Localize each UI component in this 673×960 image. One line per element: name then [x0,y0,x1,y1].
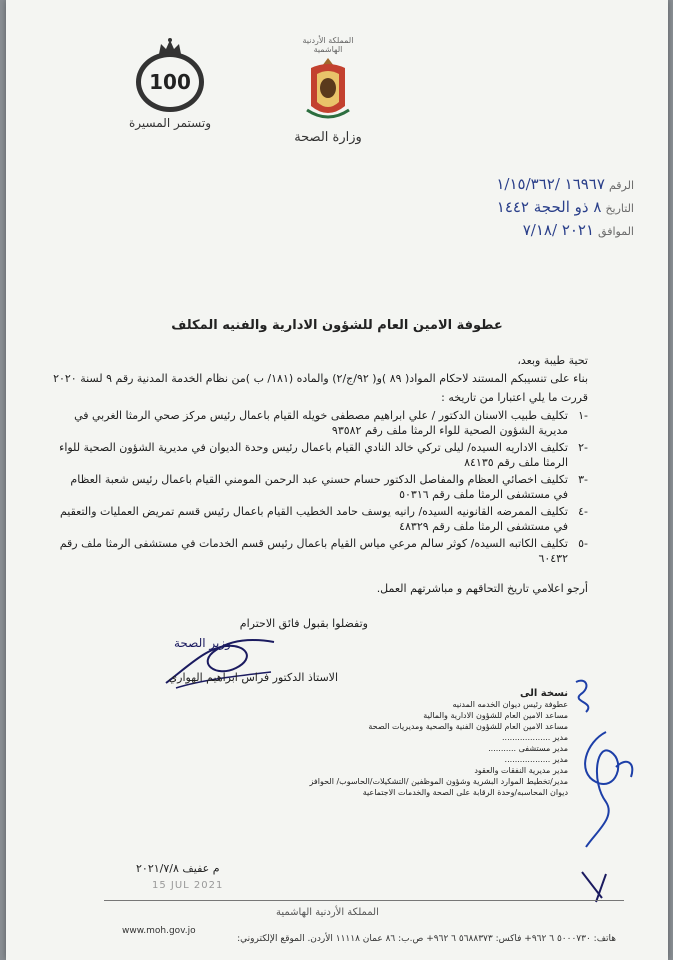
centenary-ring [136,52,204,112]
footer-divider [104,900,624,901]
reference-date-label: التاريخ [605,202,634,215]
reference-corresponds-value: ٢٠٢١ /٧/١٨ [522,221,595,239]
received-stamp: 15 JUL 2021 [152,880,224,891]
copy-line: مدير مستشفى ........... [488,744,568,753]
list-item [53,472,588,502]
ministry-name: وزارة الصحة [294,130,362,145]
list-item-text: تكليف الممرضه القانونيه السيده/ رانيه يوسف حامد الخطيب القيام باعمال رئيس قسم تمريض العمليات والتعقيم في مستشفى الرمثا ملف رقم ٤٨٣٢٩ [59,505,568,533]
list-item-text: تكليف الاداريه السيده/ ليلى تركي خالد النادي القيام باعمال رئيس وحدة الديوان في مديرية الشؤون الصحية للواء الرمثا ملف رقم ٨٤١٣٥ [59,441,568,469]
centenary-number: 100 [149,70,191,94]
reference-number-label: الرقم [608,179,634,192]
copy-line: ديوان المحاسبه/وحدة الرقابة على الصحة والخدمات الاجتماعية [362,788,568,797]
copy-line: مدير .................. [504,755,568,764]
letter-basis: بناء على تنسيبكم المستند لاحكام المواد( ٨٩ )و( ٩٢/ج/٢) والماده (١٨١/ ب )من نظام الخدمة المدنية رقم ٩ لسنة ٢٠٢٠ [53,372,588,385]
letter-body [53,353,588,631]
list-item [53,504,588,534]
copy-line: مدير/تخطيط الموارد البشرية وشؤون الموظفين /التشكيلات/الحاسوب/ الحوافز [309,777,568,786]
footer-contact: هاتف: ٥٠٠٠٧٣٠ ٦ ٩٦٢+ فاكس: ٥٦٨٨٣٧٣ ٦ ٩٦٢+ ص.ب: ٨٦ عمان ١١١١٨ الأردن. الموقع الإلكتروني: [237,934,616,944]
list-item [53,536,588,566]
list-item [53,408,588,438]
reference-corresponds-label: الموافق [598,225,634,238]
blue-pen-signature [566,672,646,852]
list-item [53,440,588,470]
reference-number-row [384,175,634,198]
reference-number-value: ١٦٩٦٧ /١/١٥/٣٦٢ [496,175,605,193]
list-item-number: -٢ [578,441,588,454]
list-item-number: -٤ [578,505,588,518]
letter-decided: قررت ما يلي اعتبارا من تاريخه : [441,391,588,404]
centenary-tagline: وتستمر المسيرة [129,116,211,130]
coat-of-arms-icon [303,54,353,124]
letter-greeting: تحية طيبة وبعد، [517,354,588,367]
ministry-top-text: المملكة الأردنية الهاشمية [302,36,354,54]
copy-line: عطوفة رئيس ديوان الخدمه المدنيه [452,700,568,709]
letter-page [6,0,668,960]
list-item-text: تكليف طبيب الاسنان الدكتور / علي ابراهيم مصطفى خويله القيام باعمال رئيس مركز صحي الرمثا الغربي في مديرية الشؤون الصحية للواء الرمثا ملف رقم ٩٣٥٨٢ [74,409,568,437]
copies-heading: نسخة الى [520,688,568,699]
letter-addressee: عطوفة الامين العام للشؤون الادارية والفنيه المكلف [171,318,503,333]
footer-country: المملكة الأردنية الهاشمية [276,907,379,918]
corner-pen-mark [576,868,616,904]
copy-line: مساعد الامين العام للشؤون الادارية والمالية [423,711,568,720]
list-item-number: -١ [578,409,588,422]
ministry-logo [288,36,368,145]
copies-list [310,688,569,798]
copy-line: مدير ................... [502,733,568,742]
reference-date-row [384,198,634,221]
footer-website: www.moh.gov.jo [122,926,196,936]
list-item-number: -٥ [578,537,588,550]
list-item-number: -٣ [578,473,588,486]
reference-date-value: ٨ ذو الحجة ١٤٤٢ [496,198,602,216]
list-item-text: تكليف اخصائي العظام والمفاصل الدكتور حسام حسني عبد الرحمن المومني القيام باعمال رئيس شعبة العظام في مستشفى الرمثا ملف رقم ٥٠٣١٦ [70,473,568,501]
list-item-text: تكليف الكاتبه السيده/ كوثر سالم مرعي مياس القيام باعمال رئيس قسم الخدمات في مستشفى الرمثا ملف رقم ٦٠٤٣٢ [59,537,568,565]
signature-title: وزير الصحة [174,636,231,650]
letter-request: أرجو اعلامي تاريخ التحاقهم و مباشرتهم العمل. [376,582,588,595]
copy-line: مدير مديرية النفقات والعقود [474,766,568,775]
reference-block [384,175,634,244]
letter-signer: الاستاذ الدكتور فراس ابراهيم الهواري [168,671,338,684]
initials-date: م عفيف ٢٠٢١/٧/٨ [136,862,220,875]
centenary-logo [122,38,218,130]
copy-line: مساعد الامين العام للشؤون الفنية والصحية ومديريات الصحة [368,722,568,731]
reference-corresponds-row [384,221,634,244]
letter-closing: وتفضلوا بقبول فائق الاحترام [239,617,368,630]
